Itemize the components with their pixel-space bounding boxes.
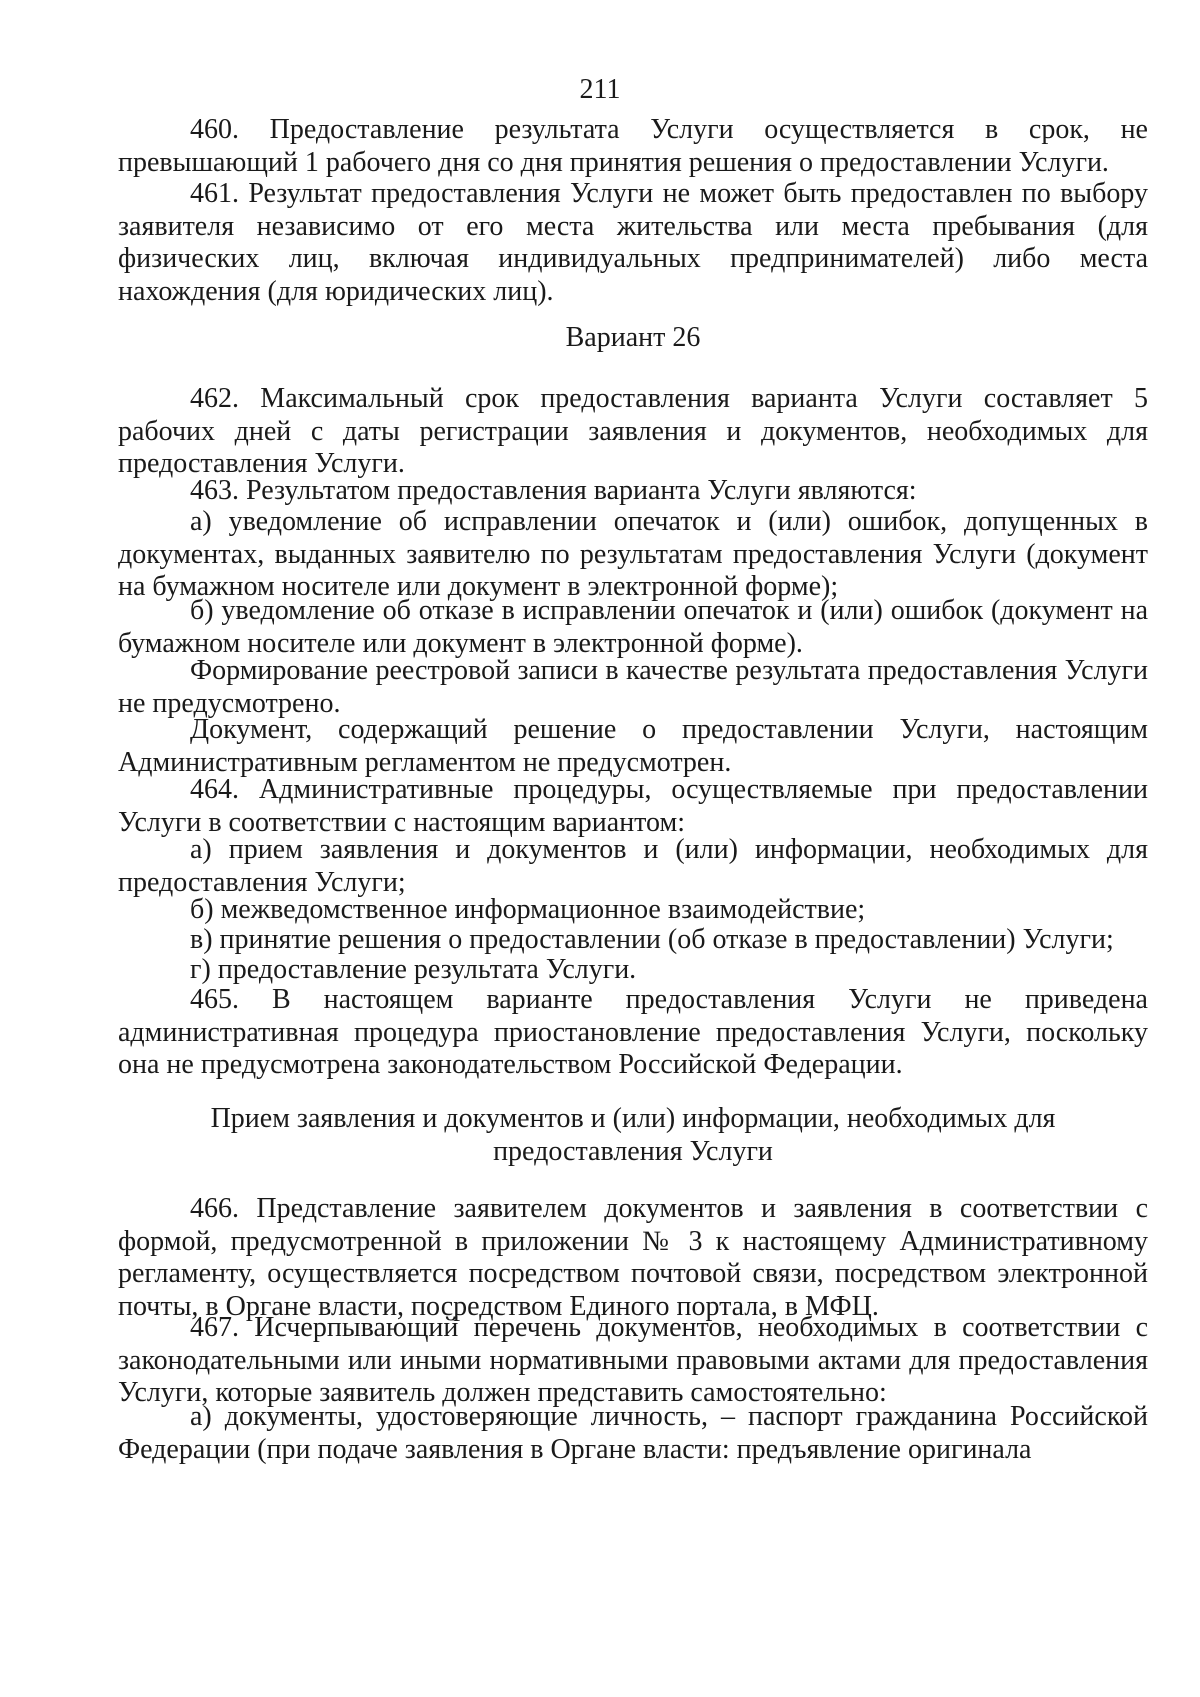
list-item-464-c: в) принятие решения о предоставлении (об отказе в предоставлении) Услуги; [190, 924, 1114, 955]
paragraph-465: 465. В настоящем варианте предоставления Услуги не приведена административная процедура приостановление предоставления Услуги, поскольку она не предусмотрена законодательством Российской Федерации. [118, 984, 1148, 1080]
paragraph-463: 463. Результатом предоставления варианта Услуги являются: [190, 475, 917, 506]
page-number: 211 [579, 74, 621, 105]
paragraph-registry-record: Формирование реестровой записи в качестве результата предоставления Услуги не предусмотрено. [118, 655, 1148, 719]
section-heading-application-intake: Прием заявления и документов и (или) информации, необходимых для предоставления Услуги [210, 1103, 1056, 1167]
paragraph-462: 462. Максимальный срок предоставления варианта Услуги составляет 5 рабочих дней с даты регистрации заявления и документов, необходимых для предоставления Услуги. [118, 383, 1148, 479]
paragraph-decision-document: Документ, содержащий решение о предоставлении Услуги, настоящим Административным регламентом не предусмотрен. [118, 714, 1148, 778]
paragraph-464: 464. Административные процедуры, осуществляемые при предоставлении Услуги в соответствии с настоящим вариантом: [118, 774, 1148, 838]
paragraph-467: 467. Исчерпывающий перечень документов, необходимых в соответствии с законодательными или иными нормативными правовыми актами для предоставления Услуги, которые заявитель должен представить самостоятельно: [118, 1312, 1148, 1408]
list-item-464-a: а) прием заявления и документов и (или) информации, необходимых для предоставления Услуги; [118, 834, 1148, 898]
paragraph-461: 461. Результат предоставления Услуги не может быть предоставлен по выбору заявителя независимо от его места жительства или места пребывания (для физических лиц, включая индивидуальных предпринимателей) либо места нахождения (для юридических лиц). [118, 178, 1148, 307]
paragraph-466: 466. Представление заявителем документов и заявления в соответствии с формой, предусмотренной в приложении № 3 к настоящему Административному регламенту, осуществляется посредством почтовой связи, посредством электронной почты, в Органе власти, посредством Единого портала, в МФЦ. [118, 1193, 1148, 1322]
list-item-467-a: а) документы, удостоверяющие личность, – паспорт гражданина Российской Федерации (при подаче заявления в Органе власти: предъявление оригинала [118, 1401, 1148, 1465]
list-item-464-d: г) предоставление результата Услуги. [190, 954, 637, 985]
paragraph-460: 460. Предоставление результата Услуги осуществляется в срок, не превышающий 1 рабочего дня со дня принятия решения о предоставлении Услуги. [118, 114, 1148, 178]
list-item-463-b: б) уведомление об отказе в исправлении опечаток и (или) ошибок (документ на бумажном носителе или документ в электронной форме). [118, 595, 1148, 659]
list-item-464-b: б) межведомственное информационное взаимодействие; [190, 894, 866, 925]
section-heading-variant-26: Вариант 26 [565, 322, 701, 353]
list-item-463-a: а) уведомление об исправлении опечаток и (или) ошибок, допущенных в документах, выданных заявителю по результатам предоставления Услуги (документ на бумажном носителе или документ в электронной форме); [118, 506, 1148, 602]
